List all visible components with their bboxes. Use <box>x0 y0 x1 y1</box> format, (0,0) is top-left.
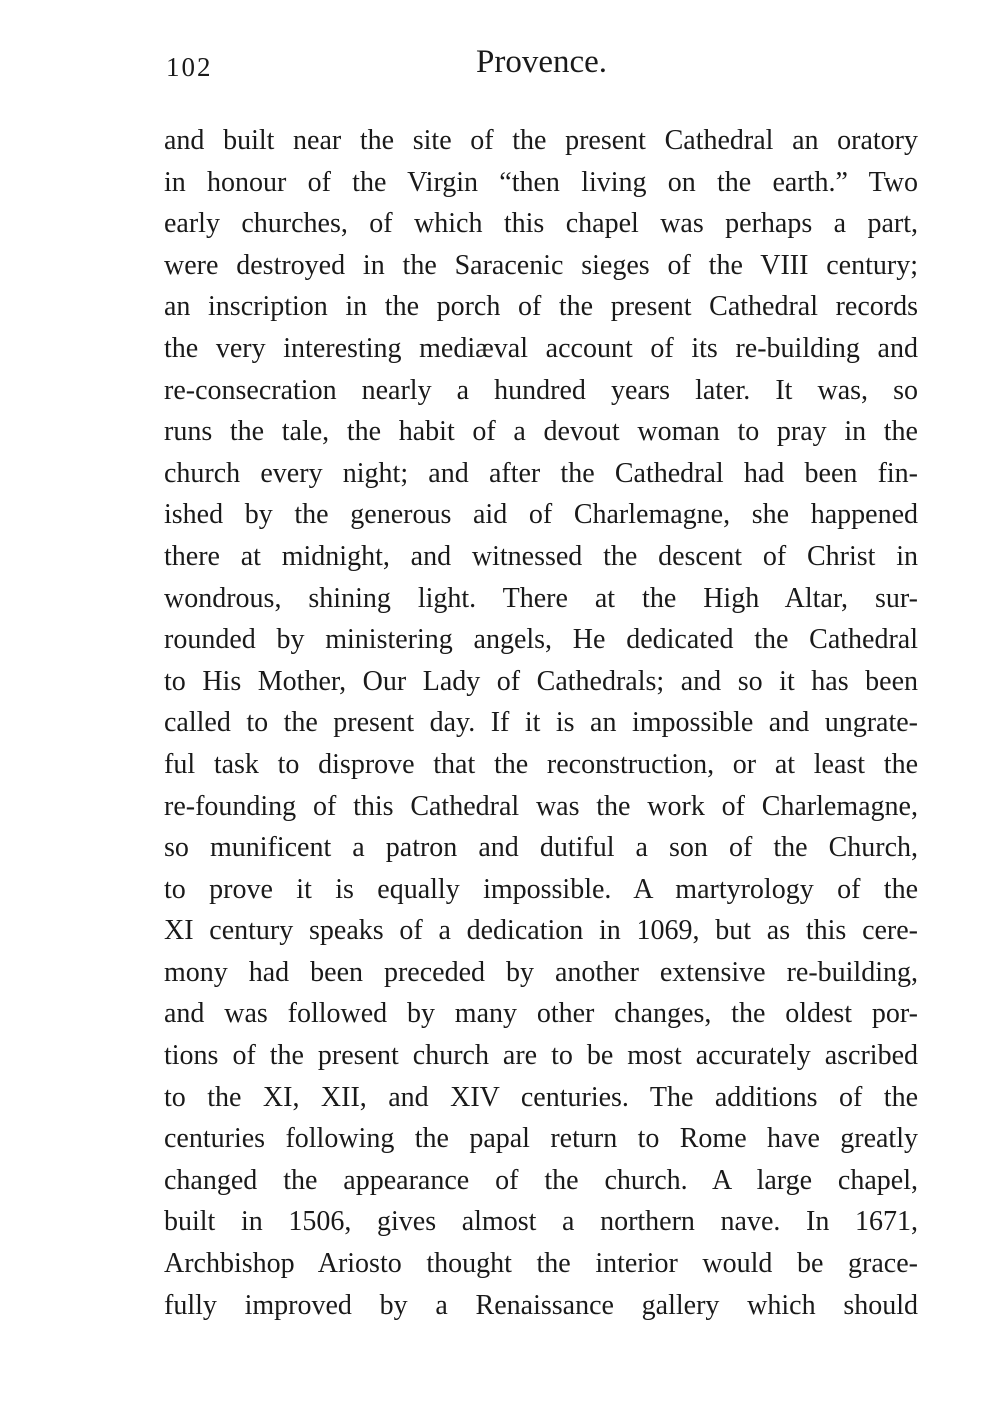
text-line: XI century speaks of a dedication in 1069, but as this cere- <box>164 915 918 947</box>
text-line: there at midnight, and witnessed the descent of Christ in <box>164 540 918 572</box>
text-line: rounded by ministering angels, He dedicated the Cathedral <box>164 624 918 656</box>
text-line: re-consecration nearly a hundred years later. It was, so <box>164 374 918 406</box>
page-header <box>166 44 918 92</box>
text-line: early churches, of which this chapel was perhaps a part, <box>164 208 918 240</box>
text-line: centuries following the papal return to Rome have greatly <box>164 1123 918 1155</box>
text-line: built in 1506, gives almost a northern nave. In 1671, <box>164 1206 918 1238</box>
text-line: re-founding of this Cathedral was the work of Charlemagne, <box>164 790 918 822</box>
page-number: 102 <box>166 52 213 82</box>
text-line: ished by the generous aid of Charlemagne, she happened <box>164 499 918 531</box>
text-line: fully improved by a Renaissance gallery which should <box>164 1289 918 1321</box>
text-line: the very interesting mediæval account of its re-building and <box>164 332 918 364</box>
text-line: and was followed by many other changes, the oldest por- <box>164 998 918 1030</box>
running-title: Provence. <box>476 44 608 80</box>
body-text <box>164 120 918 1326</box>
text-line: so munificent a patron and dutiful a son of the Church, <box>164 832 918 864</box>
text-line: to His Mother, Our Lady of Cathedrals; and so it has been <box>164 665 918 697</box>
text-line: ful task to disprove that the reconstruction, or at least the <box>164 748 918 780</box>
text-line: Archbishop Ariosto thought the interior would be grace- <box>164 1248 918 1280</box>
text-line: called to the present day. If it is an impossible and ungrate- <box>164 707 918 739</box>
text-line: church every night; and after the Cathedral had been fin- <box>164 457 918 489</box>
text-line: an inscription in the porch of the present Cathedral records <box>164 291 918 323</box>
text-line: runs the tale, the habit of a devout woman to pray in the <box>164 416 918 448</box>
text-line: and built near the site of the present Cathedral an oratory <box>164 125 918 156</box>
text-line: in honour of the Virgin “then living on the earth.” Two <box>164 166 918 198</box>
text-line: changed the appearance of the church. A large chapel, <box>164 1164 918 1196</box>
text-line: mony had been preceded by another extensive re-building, <box>164 956 918 988</box>
text-line: to prove it is equally impossible. A martyrology of the <box>164 873 918 905</box>
text-line: were destroyed in the Saracenic sieges of the VIII century; <box>164 249 918 281</box>
text-line: to the XI, XII, and XIV centuries. The additions of the <box>164 1081 918 1113</box>
text-line: wondrous, shining light. There at the High Altar, sur- <box>164 582 918 614</box>
text-line: tions of the present church are to be most accurately ascribed <box>164 1040 918 1072</box>
